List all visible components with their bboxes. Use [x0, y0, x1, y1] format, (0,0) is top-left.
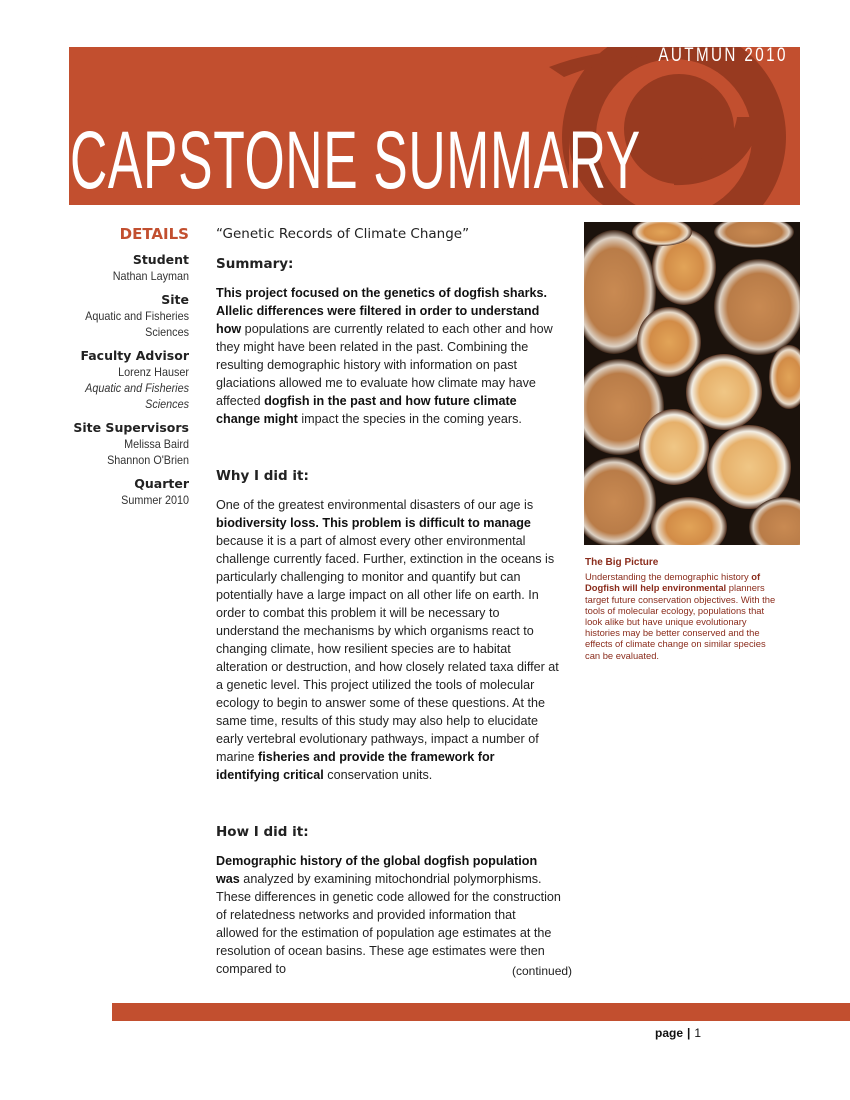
summary-text-1: populations are currently related to each other and how they might have been related in the past. Combining the resulting demographic history with information on past glaciations allowed me to evaluate how climate may have affected — [216, 322, 553, 408]
caption-text — [585, 571, 780, 661]
photo-caption — [585, 557, 780, 661]
student-value: Nathan Layman — [112, 269, 189, 283]
caption-bold: of Dogfish will help environmental — [585, 571, 761, 594]
caption-text-2: planners target future conservation objectives. With the tools of molecular ecology, populations that look alike but have unique evolutionary histories may be better conserved and the effects of climate change on similar species can be evaluated. — [585, 582, 776, 661]
why-bold-1: biodiversity loss. This problem is difficult to manage — [216, 516, 531, 530]
page-number — [655, 1026, 701, 1040]
continued-label: (continued) — [512, 964, 573, 978]
site-value-line2: Sciences — [145, 325, 189, 339]
how-paragraph — [216, 852, 561, 978]
page-number-value: 1 — [694, 1026, 702, 1040]
why-paragraph — [216, 496, 561, 784]
site-supervisor-1: Melissa Baird — [124, 437, 189, 451]
quarter-value: Summer 2010 — [121, 493, 189, 507]
student-label: Student — [132, 252, 189, 267]
page-separator: | — [687, 1026, 691, 1040]
why-text-3: conservation units. — [323, 768, 433, 782]
site-value-line1: Aquatic and Fisheries — [85, 309, 189, 323]
faculty-advisor-label: Faculty Advisor — [80, 348, 189, 363]
logs-image-icon — [584, 222, 800, 545]
page-title: CAPSTONE SUMMARY — [70, 115, 641, 206]
summary-bold-mid: dogfish in the past and how future climate change might — [216, 394, 517, 426]
details-sidebar — [60, 226, 189, 508]
why-text-1: One of the greatest environmental disasters of our age is — [216, 498, 534, 512]
caption-text-1: Understanding the demographic history — [585, 571, 752, 583]
site-label: Site — [161, 292, 189, 307]
why-text-2: because it is a part of almost every other environmental challenge currently faced. Further, extinction in the oceans is particularly challenging to monitor and quantify but can potentially have a large impact on all other life on earth. In order to combat this problem it will be necessary to understand the mechanisms by which organisms react to changing climate, how resilient species are to habitat alteration or destruction, and how closely related taxa differ at a genetic level. This project utilized the tools of molecular ecology to begin to answer some of these questions. At the same time, results of this study may also help to elucidate early vertebral evolutionary pathways, impact a number of marine — [216, 534, 559, 764]
faculty-advisor-dept-line1: Aquatic and Fisheries — [85, 381, 189, 395]
summary-paragraph — [216, 284, 561, 428]
faculty-advisor-value: Lorenz Hauser — [118, 365, 189, 379]
project-title: “Genetic Records of Climate Change” — [216, 226, 470, 242]
logs-photo — [584, 222, 800, 545]
summary-heading: Summary: — [216, 256, 294, 272]
how-bold-1: Demographic history of the global dogfish population was — [216, 854, 538, 886]
details-heading: DETAILS — [119, 225, 189, 243]
how-text-1: analyzed by examining mitochondrial polymorphisms. These differences in genetic code allowed for the construction of relatedness networks and provided information that allowed for the estimation of population age estimates at the resolution of ocean basins. These age estimates were then compared to — [216, 872, 561, 976]
page-label: page — [655, 1026, 684, 1040]
why-heading: Why I did it: — [216, 468, 309, 484]
why-bold-2: fisheries and provide the framework for identifying critical — [216, 750, 495, 782]
main-content — [216, 226, 561, 978]
caption-heading: The Big Picture — [585, 557, 659, 568]
site-supervisors-label: Site Supervisors — [73, 420, 189, 435]
faculty-advisor-dept-line2: Sciences — [145, 397, 189, 411]
how-heading: How I did it: — [216, 824, 309, 840]
site-supervisor-2: Shannon O'Brien — [107, 453, 189, 467]
quarter-label: Quarter — [134, 476, 189, 491]
footer-bar — [112, 1003, 850, 1021]
summary-bold-intro: This project focused on the genetics of dogfish sharks. Allelic differences were filtered in order to understand how — [216, 286, 547, 336]
summary-text-2: impact the species in the coming years. — [297, 412, 522, 426]
season-label: AUTMUN 2010 — [658, 47, 788, 66]
